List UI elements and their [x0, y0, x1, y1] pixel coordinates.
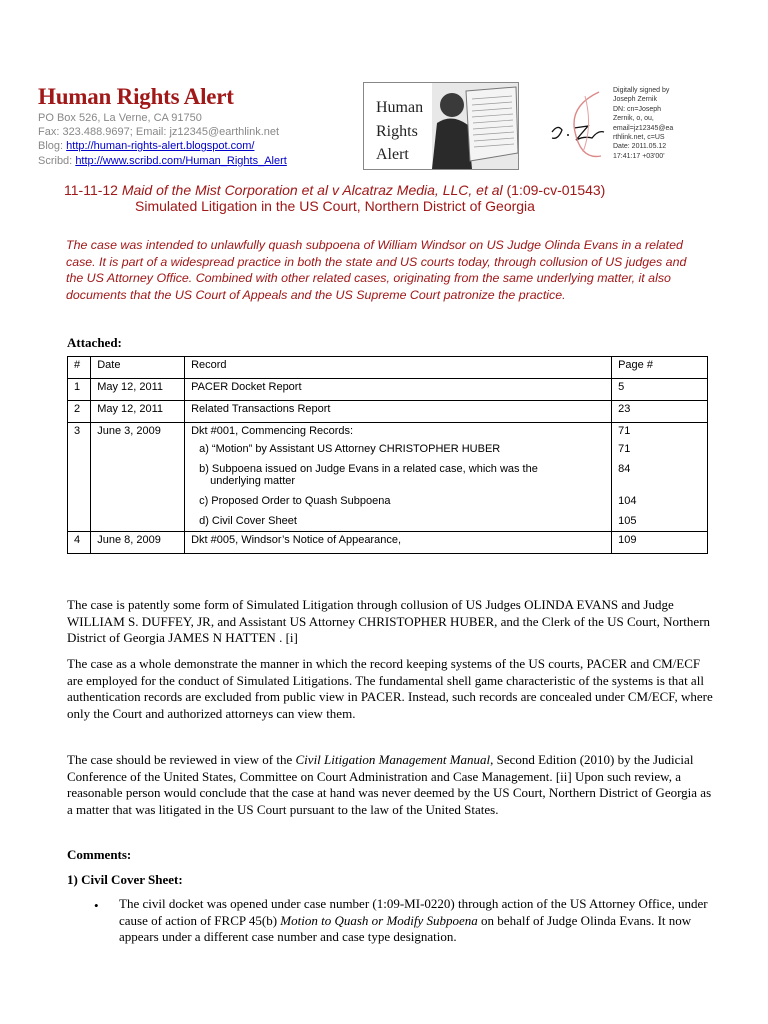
paragraph-3	[67, 752, 713, 818]
sig-line: 17:41:17 +03'00'	[613, 152, 665, 160]
cell-page: 71	[612, 423, 708, 442]
case-name: Maid of the Mist Corporation et al v Alcatraz Media, LLC, et al	[121, 182, 503, 198]
sig-line: Date: 2011.05.12	[613, 143, 667, 151]
attached-label: Attached:	[67, 335, 122, 350]
table-row	[68, 532, 708, 554]
bullet-motion-title: Motion to Quash or Modify Subpoena	[280, 912, 478, 928]
logo	[363, 82, 519, 170]
case-title	[64, 181, 724, 199]
cell-date: May 12, 2011	[91, 401, 185, 423]
logo-word-3: Alert	[376, 146, 409, 163]
cell-page: 23	[612, 401, 708, 423]
scribd-label: Scribd:	[38, 155, 73, 167]
record-line-cont: underlying matter	[210, 475, 296, 487]
cell-record: Dkt #005, Windsor’s Notice of Appearance,	[185, 532, 612, 554]
cell-record-sub: d) Civil Cover Sheet	[185, 513, 612, 532]
cell-date: May 12, 2011	[91, 379, 185, 401]
case-date: 11-11-12	[64, 182, 118, 198]
table-row-group	[68, 423, 708, 442]
bullet-text-b: on behalf of Judge Olinda Evans. It now appears under a different case number and case type designation.	[119, 912, 692, 944]
cell-page: 71	[612, 441, 708, 461]
cell-num: 1	[68, 379, 91, 401]
cell-record: Related Transactions Report	[185, 401, 612, 423]
sig-line: email=jz12345@ea	[613, 124, 674, 132]
sig-line: Joseph Zernik	[613, 96, 657, 104]
address-line: PO Box 526, La Verne, CA 91750	[38, 112, 202, 124]
logo-word-1: Human	[376, 99, 424, 116]
scribd-link[interactable]: http://www.scribd.com/Human_Rights_Alert	[75, 155, 287, 167]
blog-link[interactable]: http://human-rights-alert.blogspot.com/	[66, 140, 255, 152]
bullet-paragraph	[119, 896, 713, 946]
cell-page: 109	[612, 532, 708, 554]
cell-record-sub: a) “Motion” by Assistant US Attorney CHRISTOPHER HUBER	[185, 441, 612, 461]
sig-line: Zernik, o, ou,	[613, 115, 654, 123]
paragraph-3-text-c: Upon such review, a reasonable person would conclude that the case at hand was never deemed by the US Court, Northern District of Georgia as a matter that was litigated in the US Court pursuant to the law of the United States.	[67, 768, 712, 817]
logo-word-2: Rights	[376, 123, 418, 140]
case-subtitle: Simulated Litigation in the US Court, Northern District of Georgia	[135, 198, 535, 214]
cell-record: PACER Docket Report	[185, 379, 612, 401]
cell-num: 3	[68, 423, 91, 532]
record-line: b) Subpoena issued on Judge Evans in a related case, which was the	[199, 463, 538, 475]
cell-date: June 3, 2009	[91, 423, 185, 532]
cell-num: 4	[68, 532, 91, 554]
cell-num: 2	[68, 401, 91, 423]
endnote-ref-1[interactable]: [i]	[285, 630, 298, 645]
fax-email-line: Fax: 323.488.9697; Email: jz12345@earthlink.net	[38, 126, 280, 138]
paragraph-2: The case as a whole demonstrate the manner in which the record keeping systems of the US courts, PACER and CM/ECF are employed for the conduct of Simulated Litigations. The fundamental shell game characteristic of the systems is that all authentication records are excluded from public view in PACER. Instead, such records are concealed under CM/ECF, where only the Court and authorized attorneys can view them.	[67, 656, 713, 721]
cell-record-sub: c) Proposed Order to Quash Subpoena	[185, 493, 612, 513]
paragraph-1	[67, 597, 713, 647]
cell-date: June 8, 2009	[91, 532, 185, 554]
intro-paragraph: The case was intended to unlawfully quash subpoena of William Windsor on US Judge Olinda Evans in a related case. It is part of a widespread practice in both the state and US courts today, through collusion of US judges and the US Attorney Office. Combined with other related cases, originating from the same underlying matter, it also documents that the US Court of Appeals and the US Supreme Court patronize the practice.	[66, 238, 687, 302]
table-header-row	[68, 357, 708, 379]
digital-signature-seal-icon	[565, 86, 605, 166]
sig-line: DN: cn=Joseph	[613, 105, 662, 113]
paragraph-3-text-b: , Second Edition (2010) by the Judicial Conference of the United States, Committee on Court Administration and Case Management.	[67, 752, 694, 784]
scribd-line	[38, 155, 287, 167]
blog-label: Blog:	[38, 140, 64, 152]
attachments-table	[67, 356, 708, 554]
cell-record-sub	[185, 461, 612, 493]
table-row	[68, 401, 708, 423]
sig-line: Digitally signed by	[613, 87, 670, 94]
manual-title: Civil Litigation Management Manual	[295, 752, 491, 767]
bullet-icon: •	[94, 898, 99, 913]
comments-heading: Comments:	[67, 847, 132, 862]
logo-photo-image	[432, 83, 518, 169]
case-number: (1:09-cv-01543)	[506, 182, 606, 198]
cell-page: 5	[612, 379, 708, 401]
col-header-page: Page #	[612, 357, 708, 379]
endnote-ref-2[interactable]: [ii]	[555, 768, 572, 784]
col-header-num: #	[68, 357, 91, 379]
col-header-record: Record	[185, 357, 612, 379]
paragraph-1-text: The case is patently some form of Simulated Litigation through collusion of US Judges OLINDA EVANS and Judge WILLIAM S. DUFFEY, JR, and Assistant US Attorney CHRISTOPHER HUBER, and the Clerk of the US Court, Northern District of Georgia JAMES N HATTEN .	[67, 597, 711, 645]
cell-record: Dkt #001, Commencing Records:	[185, 423, 612, 442]
sig-line: rthlink.net, c=US	[613, 134, 665, 142]
cell-page: 104	[612, 493, 708, 513]
blog-line	[38, 140, 254, 152]
col-header-date: Date	[91, 357, 185, 379]
digital-signature-text	[613, 86, 673, 161]
table-row	[68, 379, 708, 401]
paragraph-3-text-a: The case should be reviewed in view of the	[67, 752, 293, 767]
section-heading-civil-cover-sheet: 1) Civil Cover Sheet:	[67, 872, 183, 887]
cell-page: 105	[612, 513, 708, 532]
bullet-text-a: The civil docket was opened under case number (1:09-MI-0220) through action of the US Attorney Office, under cause of action of FRCP 45(b)	[119, 896, 708, 928]
cell-page: 84	[612, 461, 708, 493]
org-name: Human Rights Alert	[38, 84, 234, 109]
